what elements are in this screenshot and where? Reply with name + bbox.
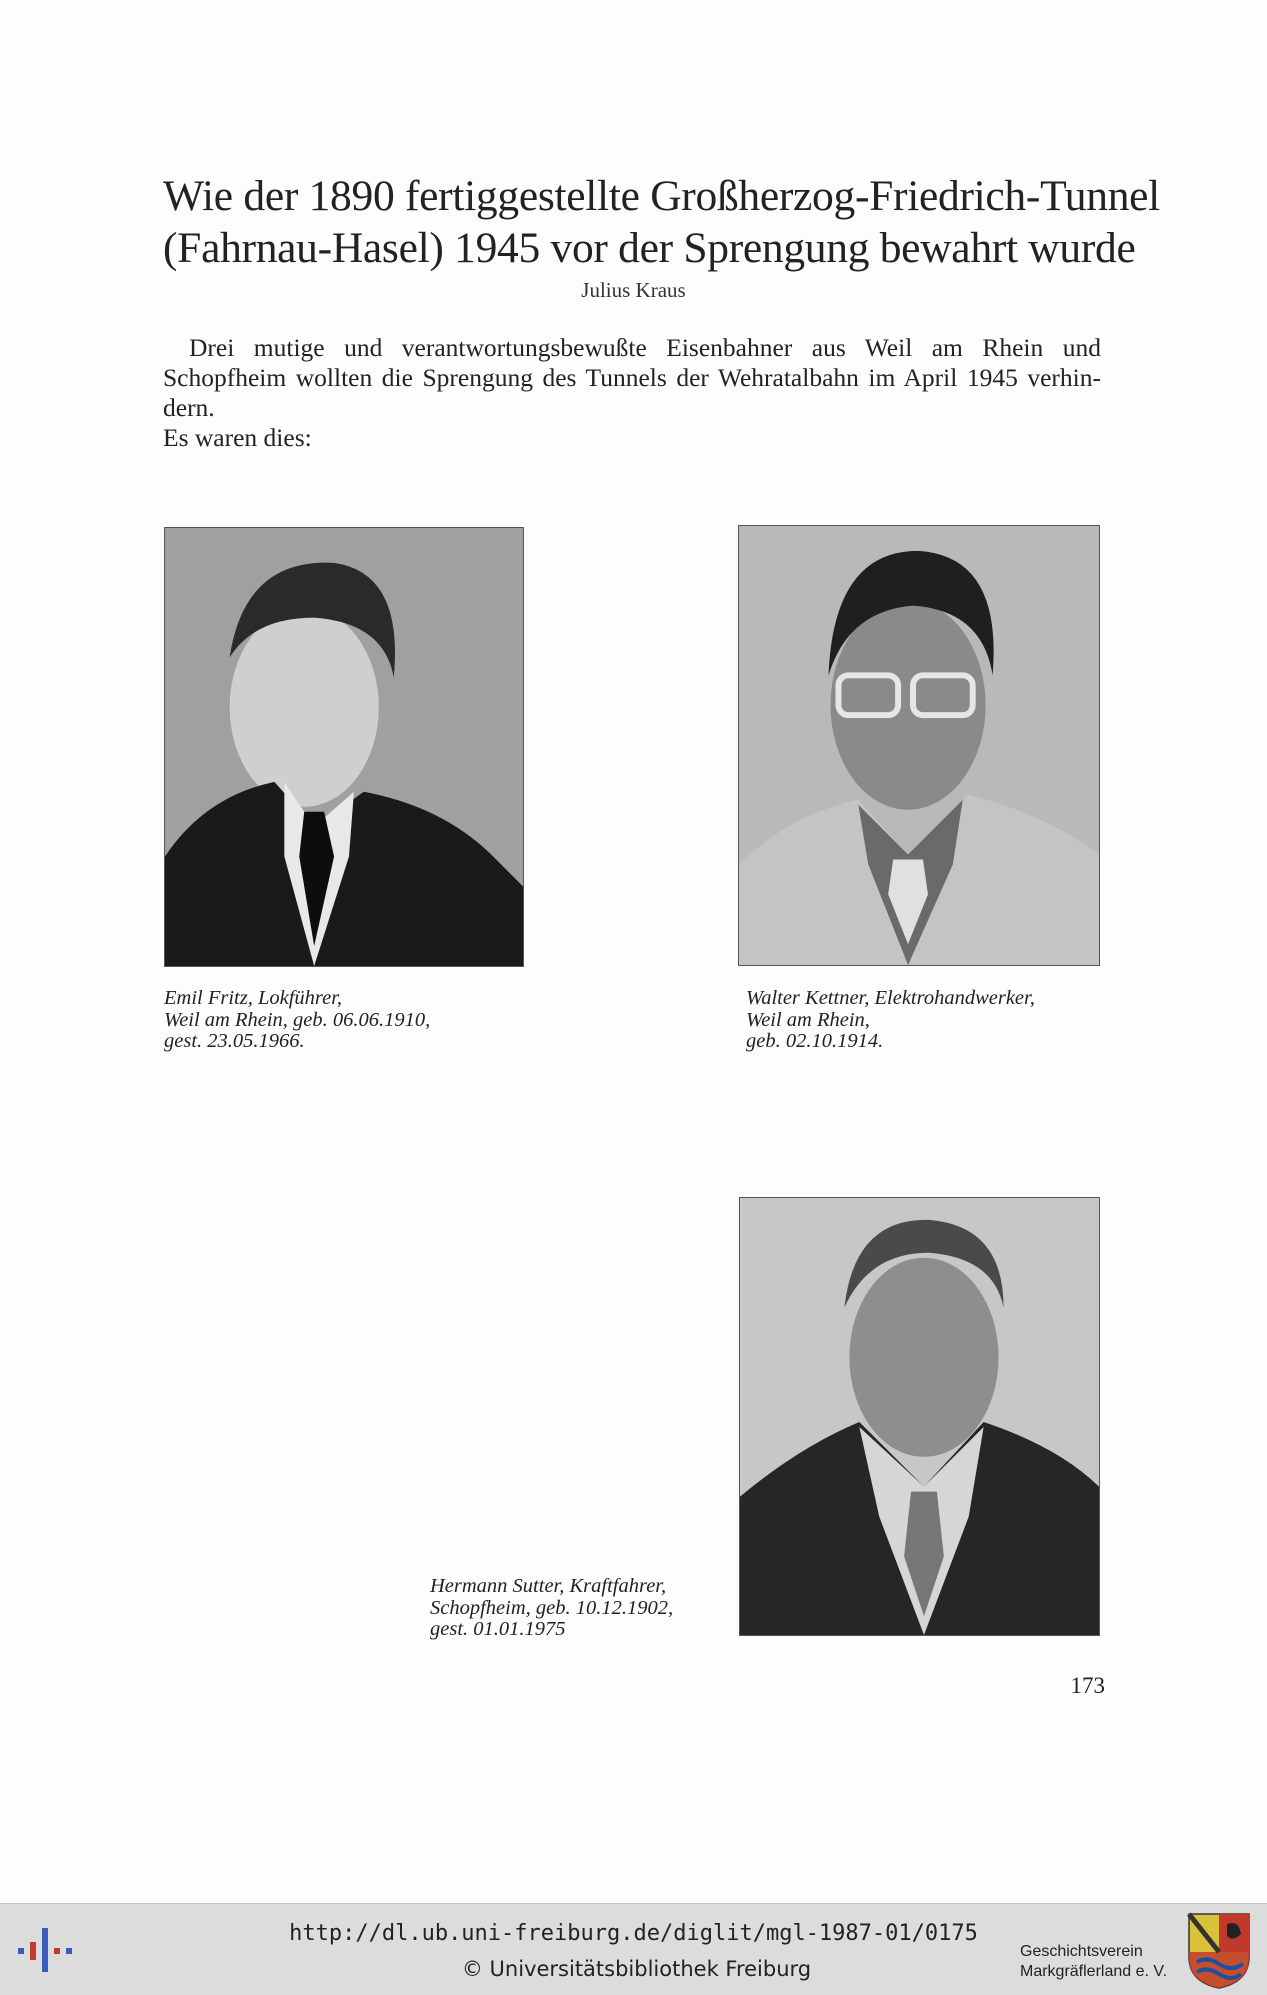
intro-line-1: Drei mutige und verantwortungsbewußte Eisenbahner aus Weil am Rhein und (189, 333, 1101, 362)
caption-emil-fritz (164, 988, 430, 1053)
footer-bar (0, 1903, 1267, 1995)
caption-line: geb. 02.10.1914. (746, 1030, 884, 1052)
caption-hermann-sutter (430, 1576, 673, 1641)
society-name (1020, 1942, 1180, 1982)
intro-line-4: Es waren dies: (163, 423, 312, 452)
portrait-photo-hermann-sutter (739, 1197, 1100, 1636)
caption-line: Schopfheim, geb. 10.12.1902, (430, 1596, 674, 1619)
society-line-2: Markgräflerland e. V. (1020, 1963, 1168, 1980)
portrait-photo-emil-fritz (164, 527, 524, 967)
caption-line: Hermann Sutter, Kraftfahrer, (430, 1575, 667, 1597)
intro-line-3: dern. (163, 393, 215, 422)
title-line-1: Wie der 1890 fertiggestellte Großherzog-Friedrich-Tunnel (163, 172, 1160, 220)
article-title (163, 170, 1160, 274)
society-line-1: Geschichtsverein (1020, 1943, 1143, 1960)
coat-of-arms-icon (1187, 1912, 1251, 1990)
page-number: 173 (1070, 1673, 1105, 1698)
portrait-photo-walter-kettner (738, 525, 1100, 966)
article-author: Julius Kraus (581, 278, 686, 302)
caption-line: gest. 01.01.1975 (430, 1618, 566, 1640)
caption-line: Weil am Rhein, geb. 06.06.1910, (164, 1008, 431, 1031)
title-line-2: (Fahrnau-Hasel) 1945 vor der Sprengung bewahrt wurde (163, 224, 1136, 272)
intro-paragraph (163, 333, 1101, 453)
caption-walter-kettner (746, 988, 1035, 1053)
source-url-link[interactable]: http://dl.ub.uni-freiburg.de/diglit/mgl-1987-01/0175 (289, 1921, 978, 1946)
caption-line: gest. 23.05.1966. (164, 1030, 305, 1052)
copyright-notice: © Universitätsbibliothek Freiburg (461, 1957, 812, 1981)
caption-line: Weil am Rhein, (746, 1008, 870, 1031)
intro-line-2: Schopfheim wollten die Sprengung des Tunnels der Wehratalbahn im April 1945 verhin- (163, 363, 1101, 392)
caption-line: Emil Fritz, Lokführer, (164, 987, 343, 1009)
caption-line: Walter Kettner, Elektrohandwerker, (746, 987, 1035, 1009)
